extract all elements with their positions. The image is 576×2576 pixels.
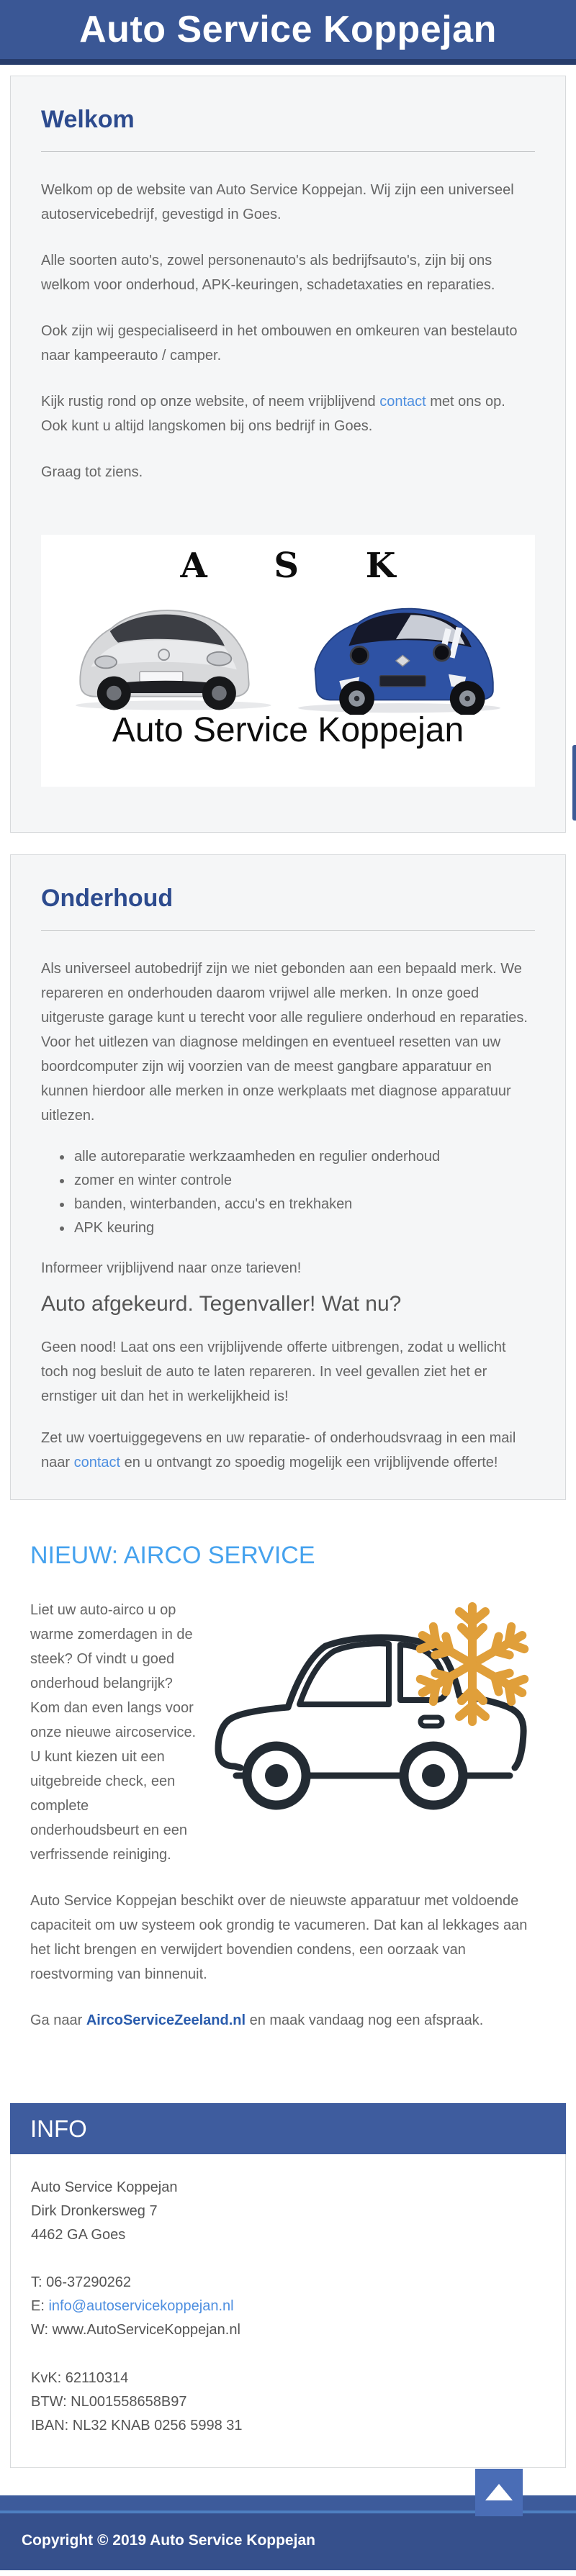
btw-line: BTW: NL001558658B97	[31, 2394, 187, 2410]
info-header	[10, 2103, 566, 2154]
text-run: en maak vandaag nog een afspraak.	[246, 2012, 484, 2028]
text-run: Ga naar	[30, 2012, 86, 2028]
snowflake-icon	[416, 1606, 529, 1722]
site-title: Auto Service Koppejan	[79, 9, 497, 50]
street-address: Dirk Dronkersweg 7	[31, 2203, 158, 2219]
offerte-paragraph	[41, 1426, 535, 1475]
welcome-card	[10, 76, 566, 833]
copyright-text: Copyright © 2019 Auto Service Koppejan	[22, 2532, 315, 2549]
welcome-paragraph-2: Alle soorten auto's, zowel personenauto's als bedrijfsauto's, zijn bij ons welkom voor onderhoud, APK-keuringen, schadetaxaties en reparaties.	[41, 253, 495, 293]
site-header	[0, 0, 576, 65]
address-block	[31, 2154, 545, 2247]
maintenance-heading: Onderhoud	[41, 885, 174, 912]
silver-car-icon	[80, 610, 248, 710]
contact-block	[31, 2271, 545, 2342]
maintenance-intro: Als universeel autobedrijf zijn we niet gebonden aan een bepaald merk. We repareren en onderhouden daarom vrijwel alle merken. In onze goed uitgeruste garage kunt u terecht voor alle reguliere onderhoud en reparaties. Voor het uitlezen van diagnose meldingen en eventueel resetten van uw boordcomputer zijn wij voorzien van de meest gangbare apparatuur en kunnen hierdoor alle merken in onze werkplaats met diagnose apparatuur uitlezen.	[41, 961, 528, 1124]
contact-link[interactable]: contact	[73, 1455, 121, 1470]
list-item: • zomer en winter controle	[73, 1169, 535, 1193]
footer-main-band	[0, 2513, 576, 2570]
blue-car-icon	[315, 609, 492, 715]
divider	[41, 151, 535, 152]
text-run: Kijk rustig rond op onze website, of neem vrijblijvend	[41, 394, 380, 410]
ask-logo-image	[41, 535, 535, 787]
welcome-paragraph-3: Ook zijn wij gespecialiseerd in het ombouwen en omkeuren van bestelauto naar kampeerauto / camper.	[41, 323, 518, 363]
web-address: www.AutoServiceKoppejan.nl	[52, 2322, 240, 2338]
airco-service-zeeland-link[interactable]: AircoServiceZeeland.nl	[86, 2012, 246, 2028]
phone-line	[31, 2271, 545, 2295]
email-line	[31, 2295, 545, 2318]
airco-heading: NIEUW: AIRCO SERVICE	[30, 1542, 315, 1569]
maintenance-card	[10, 854, 566, 1500]
text-run: met ons op. Ook kunt u altijd langskomen bij ons bedrijf in Goes.	[41, 394, 505, 434]
geen-nood-paragraph: Geen nood! Laat ons een vrijblijvende offerte uitbrengen, zodat u wellicht toch nog besluit de auto te laten repareren. In veel gevallen ziet het er ernstiger uit dan het in werkelijkheid is!	[41, 1339, 506, 1404]
info-card	[10, 2154, 566, 2468]
email-link[interactable]: info@autoservicekoppejan.nl	[48, 2298, 234, 2314]
welcome-heading: Welkom	[41, 106, 135, 133]
airco-section	[0, 1500, 576, 2103]
website-line	[31, 2318, 545, 2342]
welcome-paragraph-1: Welkom op de website van Auto Service Koppejan. Wij zijn een universeel autoservicebedrijf, gevestigd in Goes.	[41, 182, 514, 222]
list-item: • APK keuring	[73, 1216, 535, 1240]
welcome-paragraph-4	[41, 389, 535, 438]
airco-car-image	[207, 1576, 546, 1841]
legal-block	[31, 2367, 545, 2438]
ask-logo-text: A S K	[180, 546, 423, 586]
text-run: Zet uw voertuiggegevens en uw reparatie- of onderhoudsvraag in een mail naar	[41, 1430, 516, 1470]
cars-illustration	[50, 587, 526, 715]
edge-widget-fragment	[572, 745, 576, 821]
phone-number: 06-37290262	[46, 2274, 132, 2290]
ask-logo-caption: Auto Service Koppejan	[112, 711, 464, 749]
phone-label: T:	[31, 2274, 47, 2290]
contact-link[interactable]: contact	[379, 394, 426, 410]
web-label: W:	[31, 2322, 53, 2338]
services-list	[41, 1145, 535, 1240]
up-arrow-icon	[485, 2484, 513, 2500]
airco-paragraph-2: Auto Service Koppejan beschikt over de nieuwste apparatuur met voldoende capaciteit om uw systeem ook grondig te vacumeren. Dat kan al lekkages aan het licht brengen en verwijdert bovendien condens, een oorzaak van roestvorming van binnenuit.	[30, 1893, 528, 1982]
tarieven-text: Informeer vrijblijvend naar onze tarieven!	[41, 1260, 302, 1276]
info-section	[0, 2103, 576, 2468]
list-item: • alle autoreparatie werkzaamheden en regulier onderhoud	[73, 1145, 535, 1169]
footer	[0, 2495, 576, 2570]
email-label: E:	[31, 2298, 49, 2314]
scroll-top-button[interactable]	[475, 2469, 523, 2516]
city-address: 4462 GA Goes	[31, 2227, 126, 2243]
rejected-car-subheading: Auto afgekeurd. Tegenvaller! Wat nu?	[41, 1292, 402, 1316]
airco-paragraph-1: Liet uw auto-airco u op warme zomerdagen in de steek? Of vindt u goed onderhoud belangrijk? Kom dan even langs voor onze nieuwe aircoservice. U kunt kiezen uit een uitgebreide check, een complete onderhoudsbeurt en een verfrissende reiniging.	[30, 1602, 197, 1863]
welcome-closing: Graag tot ziens.	[41, 464, 143, 480]
text-run: en u ontvangt zo spoedig mogelijk een vrijblijvende offerte!	[120, 1455, 498, 1470]
divider	[41, 930, 535, 931]
iban-line: IBAN: NL32 KNAB 0256 5998 31	[31, 2418, 243, 2433]
kvk-line: KvK: 62110314	[31, 2370, 129, 2386]
airco-paragraph-3	[30, 2008, 546, 2033]
company-name: Auto Service Koppejan	[31, 2179, 178, 2195]
info-title: INFO	[30, 2115, 87, 2142]
list-item: • banden, winterbanden, accu's en trekhaken	[73, 1193, 535, 1216]
